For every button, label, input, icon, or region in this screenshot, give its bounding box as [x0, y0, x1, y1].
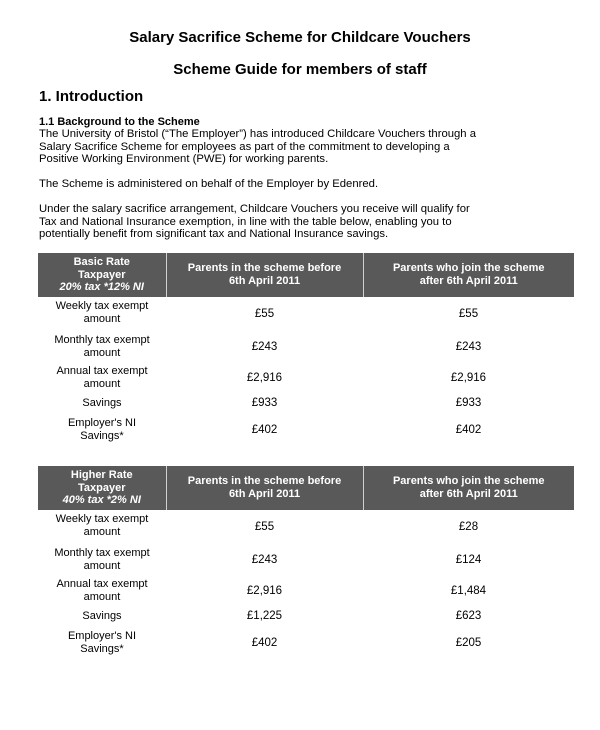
rate-label-header [38, 253, 166, 297]
after-value: £2,916 [450, 372, 487, 384]
after-value: £55 [458, 308, 479, 320]
table-row [38, 576, 574, 606]
table-row [38, 606, 574, 626]
after-value: £402 [455, 423, 482, 436]
before-value: £55 [254, 521, 275, 533]
rate-label-line: Taxpayer [78, 481, 126, 494]
row-label [38, 297, 166, 331]
table-row [38, 393, 574, 413]
paragraph-line: Positive Working Environment (PWE) for working parents. [39, 153, 329, 165]
header-line: Parents in the scheme before [187, 475, 342, 487]
administrator-paragraph: The Scheme is administered on behalf of the Employer by Edenred. [39, 178, 379, 190]
after-value: £124 [455, 554, 482, 566]
section-heading: 1. Introduction [39, 88, 144, 105]
before-value: £1,225 [246, 610, 283, 622]
row-label-line: amount [83, 313, 121, 325]
row-label-line: Employer's NI [67, 629, 137, 642]
row-label-line: Annual tax exempt [56, 578, 148, 590]
higher-rate-table [38, 466, 574, 659]
paragraph-line: Salary Sacrifice Scheme for employees as part of the commitment to developing a [39, 140, 450, 153]
before-value: £2,916 [246, 585, 283, 597]
row-label-line: amount [83, 526, 121, 538]
rate-percentages: 20% tax *12% NI [59, 281, 144, 294]
document-title: Salary Sacrifice Scheme for Childcare Vouchers [129, 29, 471, 46]
row-label-line: amount [83, 591, 121, 603]
after-april-header [363, 466, 574, 510]
after-value: £933 [455, 397, 482, 409]
rate-percentages: 40% tax *2% NI [62, 494, 141, 507]
row-label-line: Savings* [80, 642, 124, 655]
row-label-line: Weekly tax exempt [55, 513, 149, 525]
table-header-row [38, 466, 574, 510]
table-row [38, 510, 574, 544]
header-line: after 6th April 2011 [419, 275, 518, 287]
row-label-line: Employer's NI [67, 416, 137, 429]
intro-paragraph [39, 128, 579, 166]
before-april-header [166, 466, 363, 510]
before-april-header [166, 253, 363, 297]
table-row [38, 413, 574, 446]
row-label-line: amount [83, 378, 121, 390]
header-line: after 6th April 2011 [419, 488, 518, 500]
rate-label-line: Higher Rate [70, 469, 133, 482]
basic-rate-table [38, 253, 574, 446]
row-label-line: Annual tax exempt [56, 365, 148, 377]
header-line: Parents in the scheme before [187, 262, 342, 274]
subsection-heading: 1.1 Background to the Scheme [39, 116, 200, 128]
before-value: £933 [251, 397, 278, 409]
paragraph-line: Under the salary sacrifice arrangement, Childcare Vouchers you receive will qualify for [39, 203, 470, 215]
row-label [38, 413, 166, 446]
row-label-line: Weekly tax exempt [55, 300, 149, 312]
row-label [38, 544, 166, 576]
row-label-line: amount [83, 347, 121, 359]
after-value: £623 [455, 610, 482, 622]
before-value: £402 [251, 636, 278, 649]
paragraph-line: Tax and National Insurance exemption, in line with the table below, enabling you to [39, 215, 452, 228]
row-label-line: Savings* [80, 429, 124, 442]
after-value: £28 [458, 521, 479, 533]
table-header-row [38, 253, 574, 297]
row-label [38, 576, 166, 606]
table-row [38, 297, 574, 331]
row-label [38, 510, 166, 544]
header-line: 6th April 2011 [228, 275, 301, 287]
table-row [38, 544, 574, 576]
exemption-paragraph [39, 203, 579, 241]
row-label-line: Monthly tax exempt [54, 334, 150, 346]
row-label: Savings [82, 609, 122, 622]
header-line: Parents who join the scheme [392, 262, 545, 274]
rate-label-line: Basic Rate [73, 256, 130, 269]
before-value: £243 [251, 341, 278, 353]
row-label [38, 626, 166, 659]
row-label: Savings [82, 396, 122, 409]
after-april-header [363, 253, 574, 297]
row-label [38, 363, 166, 393]
document-subtitle: Scheme Guide for members of staff [173, 61, 427, 78]
paragraph-line: The University of Bristol (“The Employer”) has introduced Childcare Vouchers through a [39, 128, 477, 140]
before-value: £55 [254, 308, 275, 320]
header-line: 6th April 2011 [228, 488, 301, 500]
table-row [38, 626, 574, 659]
table-row [38, 331, 574, 363]
header-line: Parents who join the scheme [392, 475, 545, 487]
before-value: £243 [251, 554, 278, 566]
row-label-line: Monthly tax exempt [54, 547, 150, 559]
row-label-line: amount [83, 560, 121, 572]
table-row [38, 363, 574, 393]
before-value: £402 [251, 423, 278, 436]
after-value: £205 [455, 636, 482, 649]
row-label [38, 331, 166, 363]
rate-label-header [38, 466, 166, 510]
rate-label-line: Taxpayer [78, 268, 126, 281]
paragraph-line: potentially benefit from significant tax and National Insurance savings. [39, 228, 389, 240]
after-value: £1,484 [450, 585, 487, 597]
after-value: £243 [455, 341, 482, 353]
before-value: £2,916 [246, 372, 283, 384]
